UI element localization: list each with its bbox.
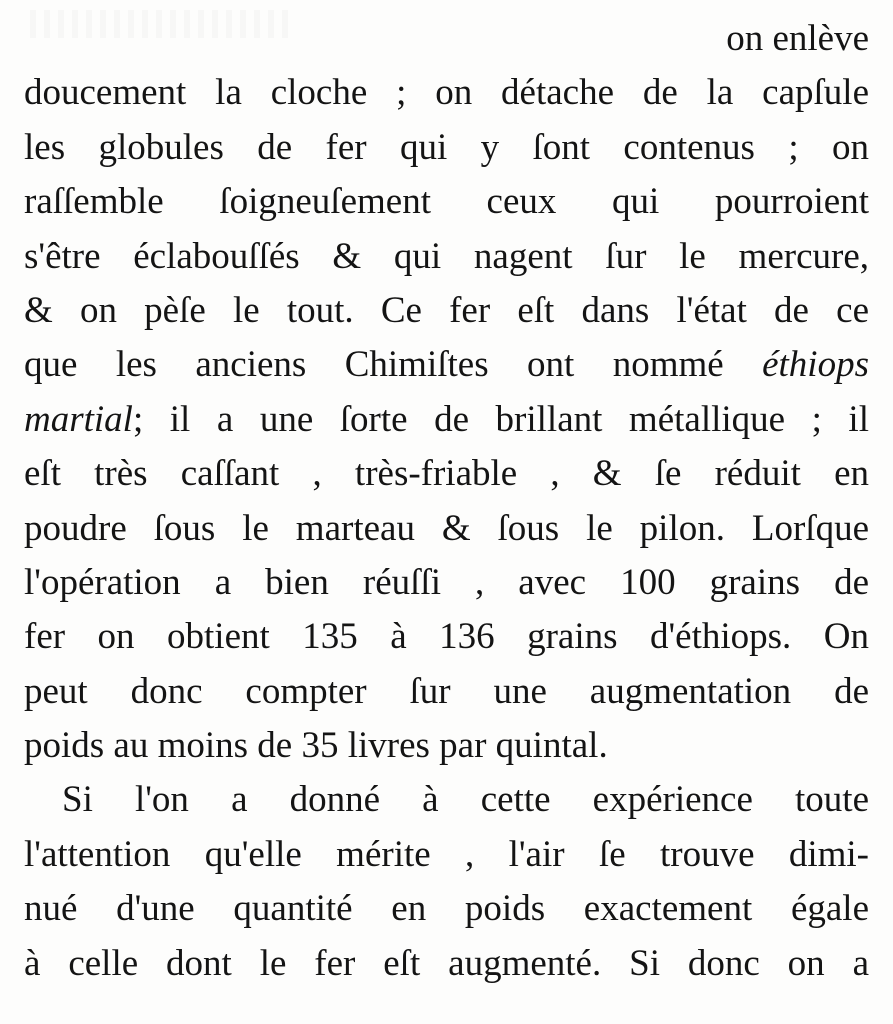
text-line <box>24 338 869 392</box>
text-line: fer on obtient 135 à 136 grains d'éthiops. On <box>24 616 869 658</box>
text-line: à celle dont le fer eſt augmenté. Si donc on a <box>24 942 869 984</box>
body-text <box>24 12 869 991</box>
italic-term: martial <box>24 398 133 440</box>
text-line: on enlève <box>726 18 869 59</box>
text-line: l'attention qu'elle mérite , l'air ſe trouve dimi- <box>24 833 869 875</box>
text-line: Si l'on a donné à cette expérience toute <box>62 779 869 821</box>
text-line: poids au moins de 35 livres par quintal. <box>24 725 608 767</box>
text-run: que les anciens Chimiſtes ont nommé <box>24 344 724 386</box>
text-line: les globules de fer qui y ſont contenus ; on <box>24 126 869 168</box>
text-line: raſſemble ſoigneuſement ceux qui pourroient <box>24 181 869 223</box>
text-line: peut donc compter ſur une augmentation de <box>24 670 869 712</box>
text-line: & on pèſe le tout. Ce fer eſt dans l'état de ce <box>24 289 869 331</box>
text-line: doucement la cloche ; on détache de la capſule <box>24 72 869 114</box>
text-line: nué d'une quantité en poids exactement égale <box>24 888 869 930</box>
italic-term: éthiops <box>762 344 869 386</box>
text-line <box>24 393 869 447</box>
text-line: eſt très caſſant , très-friable , & ſe réduit en <box>24 453 869 495</box>
text-run: ; il a une ſorte de brillant métallique ; il <box>132 398 869 440</box>
text-line: s'être éclabouſſés & qui nagent ſur le mercure, <box>24 235 869 277</box>
text-line: poudre ſous le marteau & ſous le pilon. Lorſque <box>24 507 869 549</box>
text-line: l'opération a bien réuſſi , avec 100 grains de <box>24 561 869 603</box>
